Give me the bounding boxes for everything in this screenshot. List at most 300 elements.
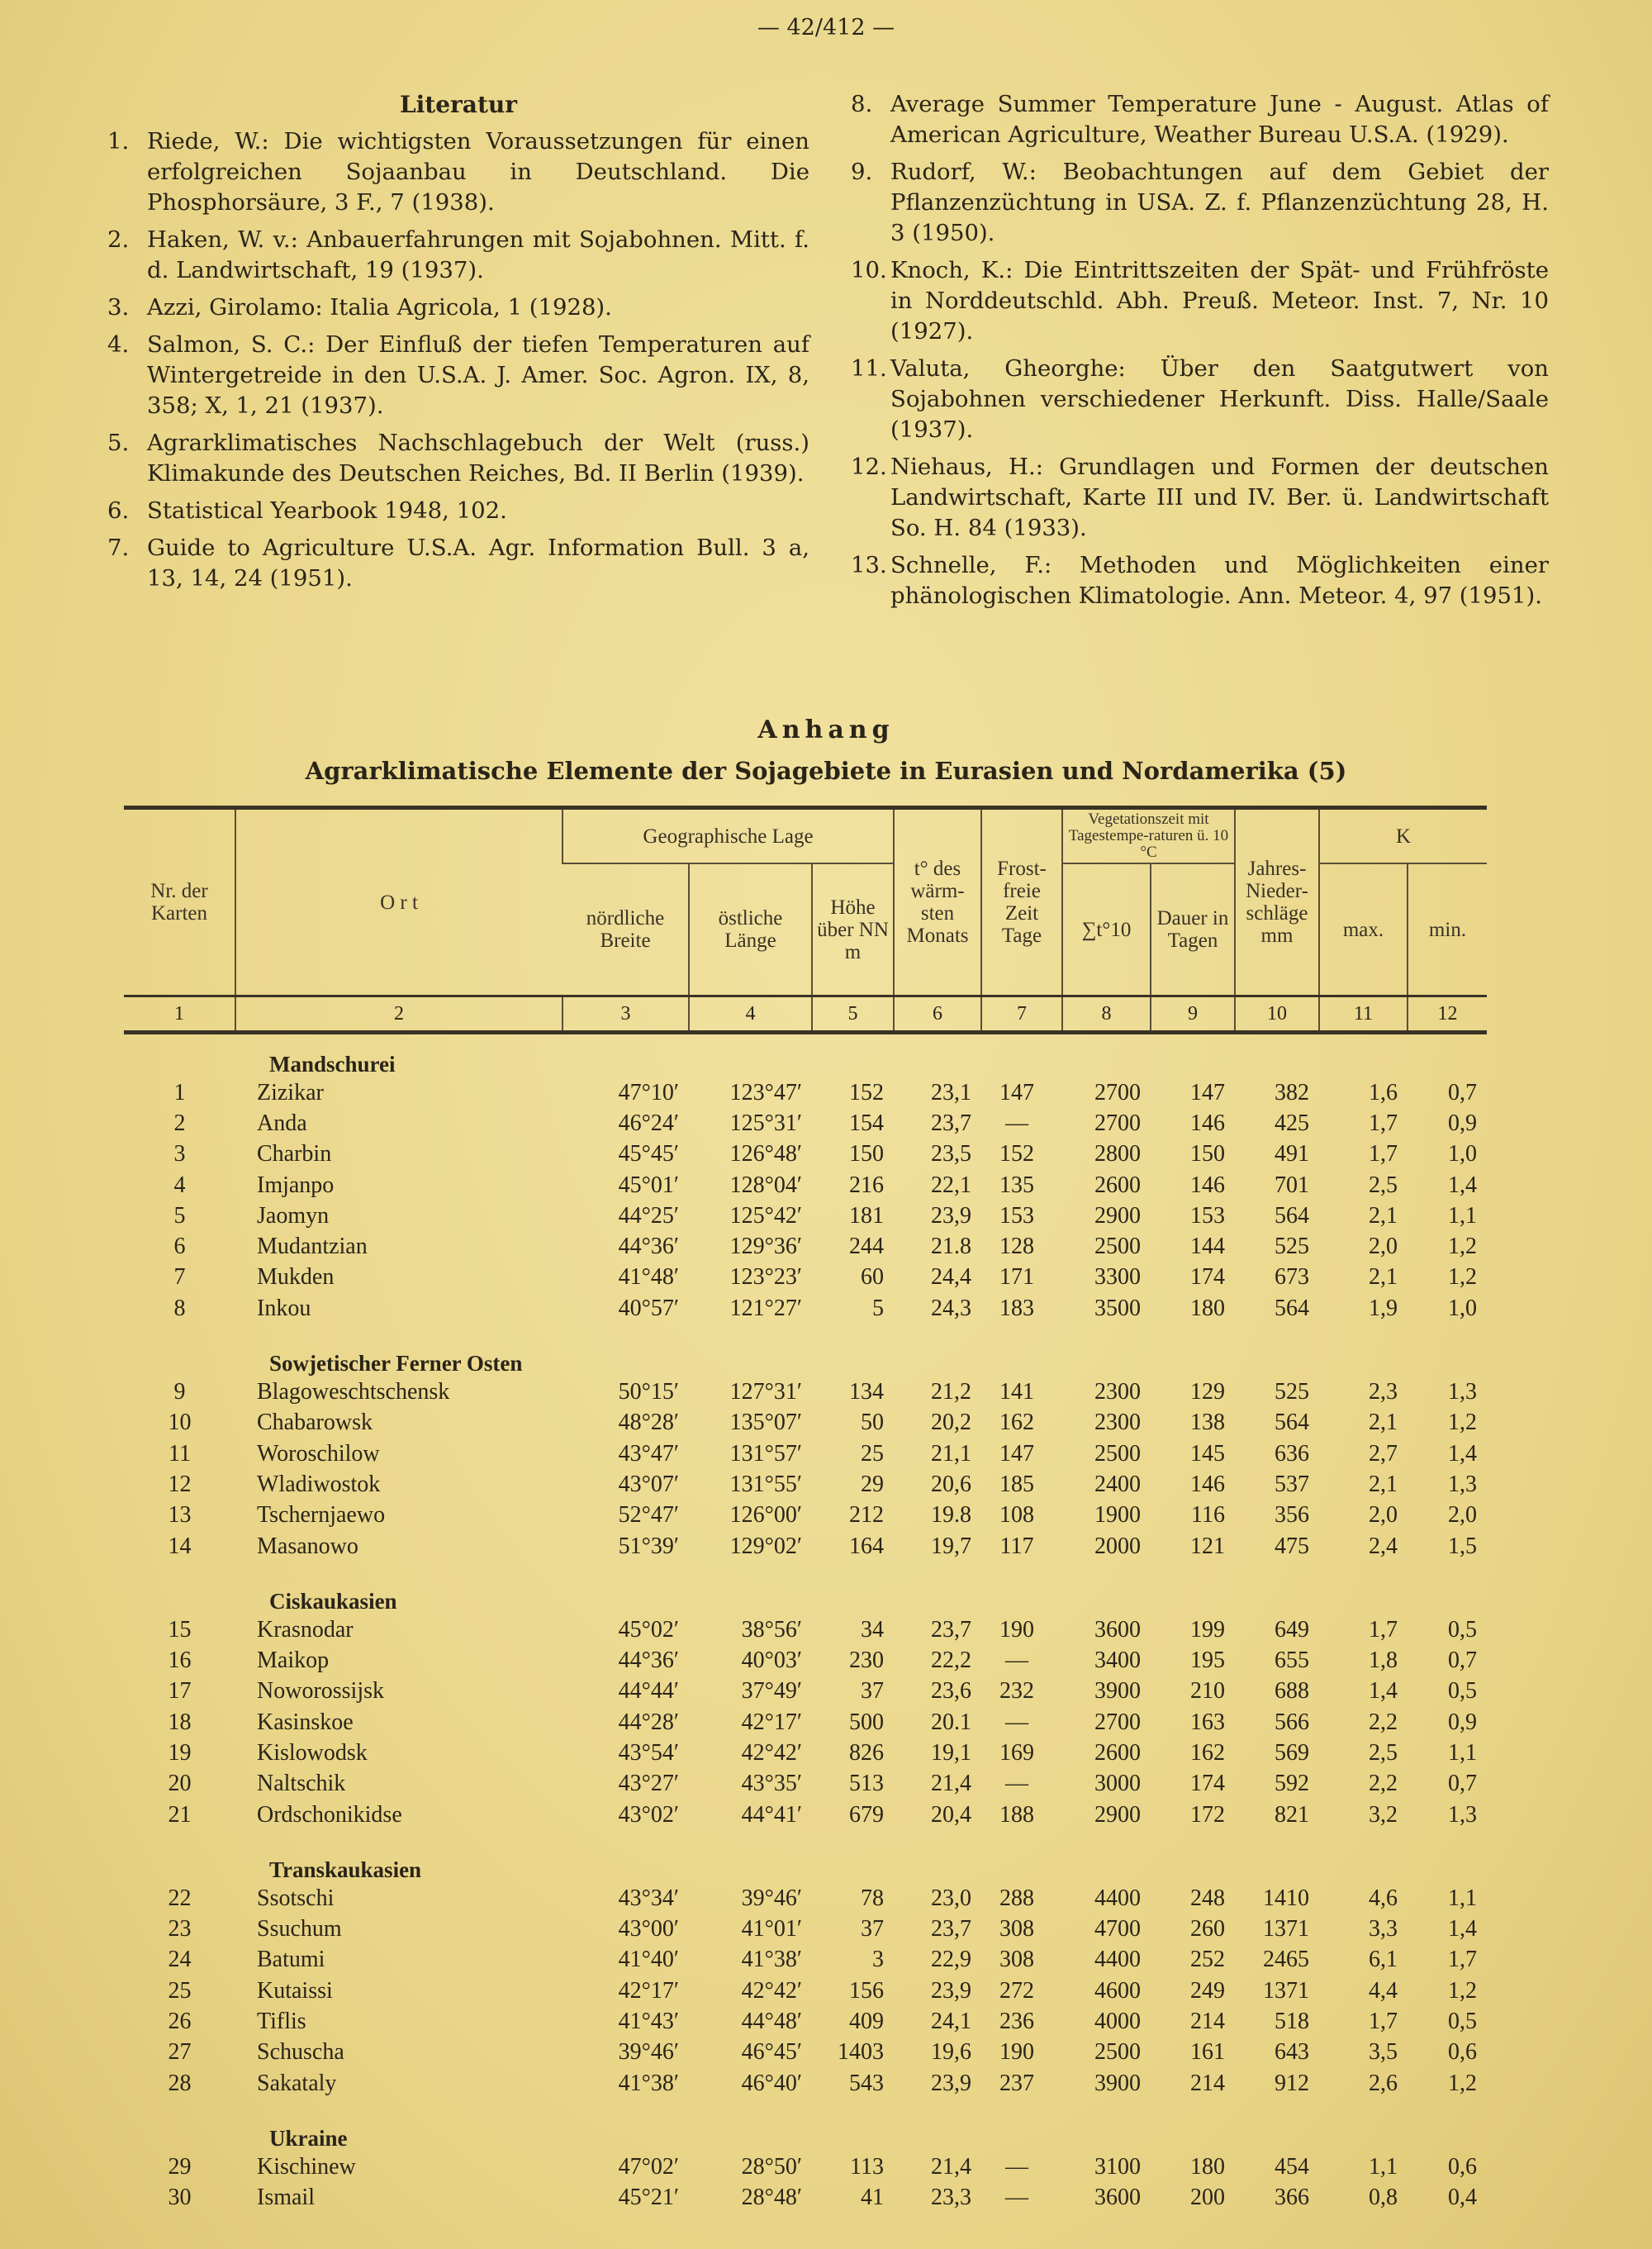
latitude: 43°00′ — [618, 1916, 679, 1942]
frost-free-days: — — [1005, 1709, 1028, 1735]
k-max: 2,5 — [1369, 1172, 1398, 1198]
literature-right-column — [851, 89, 1549, 618]
precipitation: 636 — [1275, 1440, 1309, 1467]
temp-sum: 3600 — [1094, 2185, 1141, 2211]
frost-free-days: 188 — [999, 1801, 1034, 1828]
reference-item — [851, 157, 1549, 249]
k-min: 1,2 — [1448, 2070, 1477, 2096]
latitude: 43°02′ — [618, 1801, 679, 1828]
k-min: 1,7 — [1448, 1947, 1477, 1973]
temp-sum: 1900 — [1094, 1502, 1141, 1529]
altitude: 543 — [849, 2070, 884, 2096]
veg-duration: 144 — [1190, 1234, 1225, 1260]
veg-duration: 147 — [1190, 1079, 1225, 1105]
warmest-month-temp: 22,9 — [931, 1947, 971, 1973]
section-gap — [124, 2213, 1487, 2223]
warmest-month-temp: 24,4 — [931, 1264, 971, 1291]
table-row — [124, 2183, 1487, 2213]
k-max: 2,3 — [1369, 1379, 1398, 1405]
latitude: 40°57′ — [618, 1295, 679, 1321]
map-number: 1 — [173, 1079, 186, 1105]
table-row — [124, 1800, 1487, 1830]
header-lat: nördliche Breite — [586, 907, 665, 952]
place: Ssotschi — [257, 1885, 335, 1911]
map-number: 15 — [168, 1616, 192, 1643]
k-max: 2,6 — [1369, 2070, 1398, 2096]
longitude: 40°03′ — [741, 1648, 802, 1674]
k-max: 2,2 — [1369, 1709, 1398, 1735]
table-row — [124, 1438, 1487, 1469]
map-number: 7 — [173, 1264, 186, 1291]
k-min: 0,7 — [1448, 1079, 1477, 1105]
reference-text: Guide to Agriculture U.S.A. Agr. Information Bull. 3 a, 13, 14, 24 (1951). — [147, 535, 809, 592]
place: Zizikar — [257, 1079, 324, 1105]
frost-free-days: — — [1005, 1110, 1028, 1136]
frost-free-days: 190 — [999, 1616, 1034, 1643]
header-temp: t° des wärm-sten Monats — [894, 808, 981, 996]
reference-text: Statistical Yearbook 1948, 102. — [147, 497, 507, 524]
k-min: 1,1 — [1448, 1739, 1477, 1766]
longitude: 131°55′ — [729, 1471, 802, 1497]
k-min: 0,9 — [1448, 1110, 1477, 1136]
temp-sum: 2800 — [1094, 1141, 1141, 1167]
header-rain: Jahres-Nieder-schläge mm — [1235, 808, 1319, 996]
table-row — [124, 1077, 1487, 1108]
frost-free-days: 288 — [999, 1885, 1034, 1911]
map-number: 21 — [168, 1801, 192, 1828]
map-number: 9 — [173, 1379, 186, 1405]
frost-free-days: 153 — [999, 1202, 1034, 1229]
precipitation: 701 — [1275, 1172, 1309, 1198]
temp-sum: 3900 — [1094, 2070, 1141, 2096]
reference-text: Riede, W.: Die wichtigsten Voraussetzungen für einen erfolgreichen Sojaanbau in Deutschland. Die Phosphorsäure, 3 F., 7 (1938). — [147, 128, 809, 216]
warmest-month-temp: 23,5 — [931, 1141, 971, 1167]
latitude: 44°28′ — [618, 1709, 679, 1735]
temp-sum: 3400 — [1094, 1648, 1141, 1674]
temp-sum: 2000 — [1094, 1533, 1141, 1559]
k-min: 1,0 — [1448, 1141, 1477, 1167]
column-number: 3 — [563, 996, 689, 1033]
table-row — [124, 1231, 1487, 1262]
table-row — [124, 1883, 1487, 1914]
latitude: 39°46′ — [618, 2039, 679, 2066]
reference-number: 7. — [107, 535, 130, 561]
reference-item — [107, 126, 809, 218]
k-max: 1,1 — [1369, 2153, 1398, 2180]
longitude: 39°46′ — [741, 1885, 802, 1911]
k-min: 0,5 — [1448, 1678, 1477, 1705]
k-max: 2,4 — [1369, 1533, 1398, 1559]
reference-text: Salmon, S. C.: Der Einfluß der tiefen Temperaturen auf Wintergetreide in den U.S.A. J. Amer. Soc. Agron. IX, 8, 358; X, 1, 21 (1937). — [147, 331, 809, 419]
section-gap — [124, 1830, 1487, 1840]
latitude: 45°21′ — [618, 2185, 679, 2211]
k-max: 1,7 — [1369, 2009, 1398, 2035]
k-min: 1,2 — [1448, 1264, 1477, 1291]
temp-sum: 2700 — [1094, 1110, 1141, 1136]
veg-duration: 146 — [1190, 1172, 1225, 1198]
table-row — [124, 2006, 1487, 2037]
veg-duration: 248 — [1190, 1885, 1225, 1911]
frost-free-days: 272 — [999, 1977, 1034, 2004]
k-max: 4,6 — [1369, 1885, 1398, 1911]
latitude: 44°25′ — [618, 1202, 679, 1229]
latitude: 47°02′ — [618, 2153, 679, 2180]
frost-free-days: 232 — [999, 1678, 1034, 1705]
latitude: 43°54′ — [618, 1739, 679, 1766]
reference-item — [107, 428, 809, 489]
warmest-month-temp: 23,9 — [931, 1977, 971, 2004]
reference-item — [107, 496, 809, 526]
temp-sum: 2300 — [1094, 1410, 1141, 1436]
longitude: 125°42′ — [729, 1202, 802, 1229]
frost-free-days: 308 — [999, 1947, 1034, 1973]
map-number: 28 — [168, 2070, 192, 2096]
section-row — [124, 2109, 1487, 2152]
latitude: 44°36′ — [618, 1234, 679, 1260]
veg-duration: 161 — [1190, 2039, 1225, 2066]
k-max: 3,3 — [1369, 1916, 1398, 1942]
reference-text: Schnelle, F.: Methoden und Möglichkeiten einer phänologischen Klimatologie. Ann. Meteor. 4, 97 (1951). — [890, 552, 1549, 609]
reference-item — [851, 255, 1549, 347]
warmest-month-temp: 19,1 — [931, 1739, 971, 1766]
warmest-month-temp: 20,2 — [931, 1410, 971, 1436]
longitude: 43°35′ — [741, 1771, 802, 1797]
veg-duration: 138 — [1190, 1410, 1225, 1436]
reference-number: 11. — [851, 355, 887, 382]
header-kmax: max. — [1319, 863, 1408, 996]
k-max: 2,0 — [1369, 1234, 1398, 1260]
longitude: 46°45′ — [741, 2039, 802, 2066]
agroclimate-table — [124, 806, 1487, 2223]
reference-item — [107, 533, 809, 594]
temp-sum: 4400 — [1094, 1885, 1141, 1911]
longitude: 125°31′ — [729, 1110, 802, 1136]
altitude: 181 — [849, 1202, 884, 1229]
k-min: 1,1 — [1448, 1202, 1477, 1229]
header-geo: Geographische Lage — [563, 808, 894, 864]
altitude: 164 — [849, 1533, 884, 1559]
place: Naltschik — [257, 1771, 346, 1797]
temp-sum: 3600 — [1094, 1616, 1141, 1643]
section-gap — [124, 1562, 1487, 1571]
k-min: 0,7 — [1448, 1648, 1477, 1674]
k-min: 1,4 — [1448, 1440, 1477, 1467]
frost-free-days: — — [1005, 1771, 1028, 1797]
section-gap — [124, 1324, 1487, 1334]
longitude: 44°48′ — [741, 2009, 802, 2035]
longitude: 38°56′ — [741, 1616, 802, 1643]
place: Blagoweschtschensk — [257, 1379, 450, 1405]
longitude: 42°17′ — [741, 1709, 802, 1735]
latitude: 45°45′ — [618, 1141, 679, 1167]
temp-sum: 4700 — [1094, 1916, 1141, 1942]
warmest-month-temp: 19,7 — [931, 1533, 971, 1559]
k-max: 2,1 — [1369, 1202, 1398, 1229]
reference-number: 10. — [851, 257, 887, 283]
column-number: 11 — [1319, 996, 1408, 1033]
precipitation: 366 — [1275, 2185, 1309, 2211]
section-title: Ciskaukasien — [269, 1589, 397, 1614]
temp-sum: 2400 — [1094, 1471, 1141, 1497]
map-number: 8 — [173, 1295, 186, 1321]
frost-free-days: 152 — [999, 1141, 1034, 1167]
warmest-month-temp: 23,6 — [931, 1678, 971, 1705]
reference-text: Azzi, Girolamo: Italia Agricola, 1 (1928). — [147, 294, 612, 321]
header-kmin: min. — [1408, 863, 1487, 996]
warmest-month-temp: 21,4 — [931, 1771, 971, 1797]
precipitation: 1371 — [1263, 1977, 1309, 2004]
temp-sum: 2600 — [1094, 1739, 1141, 1766]
k-max: 1,6 — [1369, 1079, 1398, 1105]
frost-free-days: 190 — [999, 2039, 1034, 2066]
column-number: 5 — [812, 996, 894, 1033]
k-max: 2,1 — [1369, 1410, 1398, 1436]
warmest-month-temp: 21,1 — [931, 1440, 971, 1467]
latitude: 51°39′ — [618, 1533, 679, 1559]
literature-left-column — [107, 89, 809, 601]
table-row — [124, 1945, 1487, 1976]
latitude: 43°07′ — [618, 1471, 679, 1497]
longitude: 126°00′ — [729, 1502, 802, 1529]
map-number: 29 — [168, 2153, 192, 2180]
map-number: 20 — [168, 1771, 192, 1797]
table-row — [124, 2068, 1487, 2099]
temp-sum: 3500 — [1094, 1295, 1141, 1321]
k-min: 0,7 — [1448, 1771, 1477, 1797]
frost-free-days: 171 — [999, 1264, 1034, 1291]
header-sum: ∑t°10 — [1062, 863, 1151, 996]
column-number: 10 — [1235, 996, 1319, 1033]
temp-sum: 4000 — [1094, 2009, 1141, 2035]
reference-number: 6. — [107, 497, 130, 524]
altitude: 156 — [849, 1977, 884, 2004]
frost-free-days: 128 — [999, 1234, 1034, 1260]
frost-free-days: 185 — [999, 1471, 1034, 1497]
k-min: 1,3 — [1448, 1379, 1477, 1405]
reference-number: 12. — [851, 454, 887, 480]
latitude: 42°17′ — [618, 1977, 679, 2004]
warmest-month-temp: 24,1 — [931, 2009, 971, 2035]
k-max: 2,5 — [1369, 1739, 1398, 1766]
longitude: 42°42′ — [741, 1739, 802, 1766]
section-title: Transkaukasien — [269, 1857, 422, 1883]
table-row — [124, 1531, 1487, 1562]
precipitation: 821 — [1275, 1801, 1309, 1828]
place: Krasnodar — [257, 1616, 354, 1643]
precipitation: 569 — [1275, 1739, 1309, 1766]
longitude: 28°48′ — [741, 2185, 802, 2211]
altitude: 41 — [861, 2185, 884, 2211]
warmest-month-temp: 19.8 — [931, 1502, 971, 1529]
table-row — [124, 1645, 1487, 1676]
table-row — [124, 1201, 1487, 1231]
place: Jaomyn — [257, 1202, 330, 1229]
veg-duration: 174 — [1190, 1771, 1225, 1797]
frost-free-days: 147 — [999, 1079, 1034, 1105]
latitude: 44°36′ — [618, 1648, 679, 1674]
altitude: 500 — [849, 1709, 884, 1735]
altitude: 113 — [850, 2153, 884, 2180]
k-max: 1,7 — [1369, 1616, 1398, 1643]
table-row — [124, 1769, 1487, 1800]
altitude: 5 — [872, 1295, 884, 1321]
place: Tiflis — [257, 2009, 306, 2035]
longitude: 135°07′ — [729, 1410, 802, 1436]
precipitation: 673 — [1275, 1264, 1309, 1291]
longitude: 131°57′ — [729, 1440, 802, 1467]
warmest-month-temp: 21,4 — [931, 2153, 971, 2180]
place: Ssuchum — [257, 1916, 342, 1942]
warmest-month-temp: 23,7 — [931, 1616, 971, 1643]
column-number: 12 — [1408, 996, 1487, 1033]
altitude: 154 — [849, 1110, 884, 1136]
map-number: 10 — [168, 1410, 192, 1436]
k-min: 1,2 — [1448, 1410, 1477, 1436]
latitude: 50°15′ — [618, 1379, 679, 1405]
reference-item — [851, 354, 1549, 445]
temp-sum: 3100 — [1094, 2153, 1141, 2180]
k-min: 1,3 — [1448, 1471, 1477, 1497]
latitude: 46°24′ — [618, 1110, 679, 1136]
longitude: 42°42′ — [741, 1977, 802, 2004]
precipitation: 537 — [1275, 1471, 1309, 1497]
longitude: 46°40′ — [741, 2070, 802, 2096]
precipitation: 564 — [1275, 1295, 1309, 1321]
altitude: 78 — [861, 1885, 884, 1911]
k-min: 0,4 — [1448, 2185, 1477, 2211]
place: Imjanpo — [257, 1172, 335, 1198]
temp-sum: 2900 — [1094, 1801, 1141, 1828]
latitude: 43°34′ — [618, 1885, 679, 1911]
frost-free-days: 183 — [999, 1295, 1034, 1321]
precipitation: 688 — [1275, 1678, 1309, 1705]
temp-sum: 2500 — [1094, 1234, 1141, 1260]
precipitation: 564 — [1275, 1410, 1309, 1436]
place: Ismail — [257, 2185, 315, 2211]
longitude: 129°36′ — [729, 1234, 802, 1260]
k-max: 0,8 — [1369, 2185, 1398, 2211]
longitude: 121°27′ — [729, 1295, 802, 1321]
warmest-month-temp: 23,3 — [931, 2185, 971, 2211]
map-number: 6 — [173, 1234, 186, 1260]
veg-duration: 174 — [1190, 1264, 1225, 1291]
veg-duration: 180 — [1190, 1295, 1225, 1321]
frost-free-days: 108 — [999, 1502, 1034, 1529]
header-k: K — [1319, 808, 1487, 864]
place: Charbin — [257, 1141, 332, 1167]
place: Mukden — [257, 1264, 335, 1291]
altitude: 37 — [861, 1678, 884, 1705]
section-title: Ukraine — [269, 2126, 348, 2152]
precipitation: 518 — [1275, 2009, 1309, 2035]
reference-text: Knoch, K.: Die Eintrittszeiten der Spät- und Frühfröste in Norddeutschld. Abh. Preuß. Meteor. Inst. 7, Nr. 10 (1927). — [890, 257, 1549, 345]
altitude: 152 — [849, 1079, 884, 1105]
header-frost: Frost-freie Zeit Tage — [981, 808, 1062, 996]
place: Wladiwostok — [257, 1471, 381, 1497]
reference-number: 2. — [107, 226, 130, 253]
k-min: 1,3 — [1448, 1801, 1477, 1828]
precipitation: 1371 — [1263, 1916, 1309, 1942]
k-min: 0,5 — [1448, 2009, 1477, 2035]
latitude: 45°01′ — [618, 1172, 679, 1198]
longitude: 28°50′ — [741, 2153, 802, 2180]
column-number: 4 — [689, 996, 812, 1033]
frost-free-days: 308 — [999, 1916, 1034, 1942]
place: Mudantzian — [257, 1234, 368, 1260]
k-min: 1,2 — [1448, 1977, 1477, 2004]
latitude: 44°44′ — [618, 1678, 679, 1705]
latitude: 43°27′ — [618, 1771, 679, 1797]
map-number: 22 — [168, 1885, 192, 1911]
warmest-month-temp: 20,6 — [931, 1471, 971, 1497]
veg-duration: 252 — [1190, 1947, 1225, 1973]
precipitation: 382 — [1275, 1079, 1309, 1105]
k-min: 0,9 — [1448, 1709, 1477, 1735]
longitude: 41°38′ — [741, 1947, 802, 1973]
altitude: 1403 — [838, 2039, 884, 2066]
place: Anda — [257, 1110, 307, 1136]
frost-free-days: 147 — [999, 1440, 1034, 1467]
k-max: 1,4 — [1369, 1678, 1398, 1705]
map-number: 18 — [168, 1709, 192, 1735]
reference-item — [107, 225, 809, 286]
altitude: 29 — [861, 1471, 884, 1497]
place: Chabarowsk — [257, 1410, 373, 1436]
precipitation: 525 — [1275, 1379, 1309, 1405]
precipitation: 1410 — [1263, 1885, 1309, 1911]
precipitation: 356 — [1275, 1502, 1309, 1529]
k-min: 1,4 — [1448, 1916, 1477, 1942]
veg-duration: 200 — [1190, 2185, 1225, 2211]
frost-free-days: 236 — [999, 2009, 1034, 2035]
map-number: 5 — [173, 1202, 186, 1229]
altitude: 3 — [872, 1947, 884, 1973]
precipitation: 425 — [1275, 1110, 1309, 1136]
latitude: 45°02′ — [618, 1616, 679, 1643]
frost-free-days: 141 — [999, 1379, 1034, 1405]
altitude: 216 — [849, 1172, 884, 1198]
header-veg: Vegetationszeit mit Tagestempe-raturen ü. 10 °C — [1062, 808, 1235, 864]
map-number: 4 — [173, 1172, 186, 1198]
veg-duration: 146 — [1190, 1110, 1225, 1136]
frost-free-days: — — [1005, 1648, 1028, 1674]
map-number: 25 — [168, 1977, 192, 2004]
table-row — [124, 1707, 1487, 1738]
reference-text: Haken, W. v.: Anbauerfahrungen mit Sojabohnen. Mitt. f. d. Landwirtschaft, 19 (1937). — [147, 226, 809, 283]
k-max: 1,7 — [1369, 1141, 1398, 1167]
frost-free-days: 117 — [999, 1533, 1034, 1559]
header-alt: Höhe über NN m — [812, 863, 894, 996]
veg-duration: 150 — [1190, 1141, 1225, 1167]
veg-duration: 214 — [1190, 2009, 1225, 2035]
warmest-month-temp: 23,0 — [931, 1885, 971, 1911]
column-number: 8 — [1062, 996, 1151, 1033]
frost-free-days: 169 — [999, 1739, 1034, 1766]
k-max: 1,8 — [1369, 1648, 1398, 1674]
map-number: 12 — [168, 1471, 192, 1497]
table-row — [124, 1614, 1487, 1645]
table-row — [124, 1170, 1487, 1201]
place: Noworossijsk — [257, 1678, 385, 1705]
longitude: 127°31′ — [729, 1379, 802, 1405]
altitude: 409 — [849, 2009, 884, 2035]
map-number: 19 — [168, 1739, 192, 1766]
place: Schuscha — [257, 2039, 344, 2066]
reference-item — [851, 550, 1549, 611]
frost-free-days: 237 — [999, 2070, 1034, 2096]
frost-free-days: 162 — [999, 1410, 1034, 1436]
table-row — [124, 2037, 1487, 2068]
